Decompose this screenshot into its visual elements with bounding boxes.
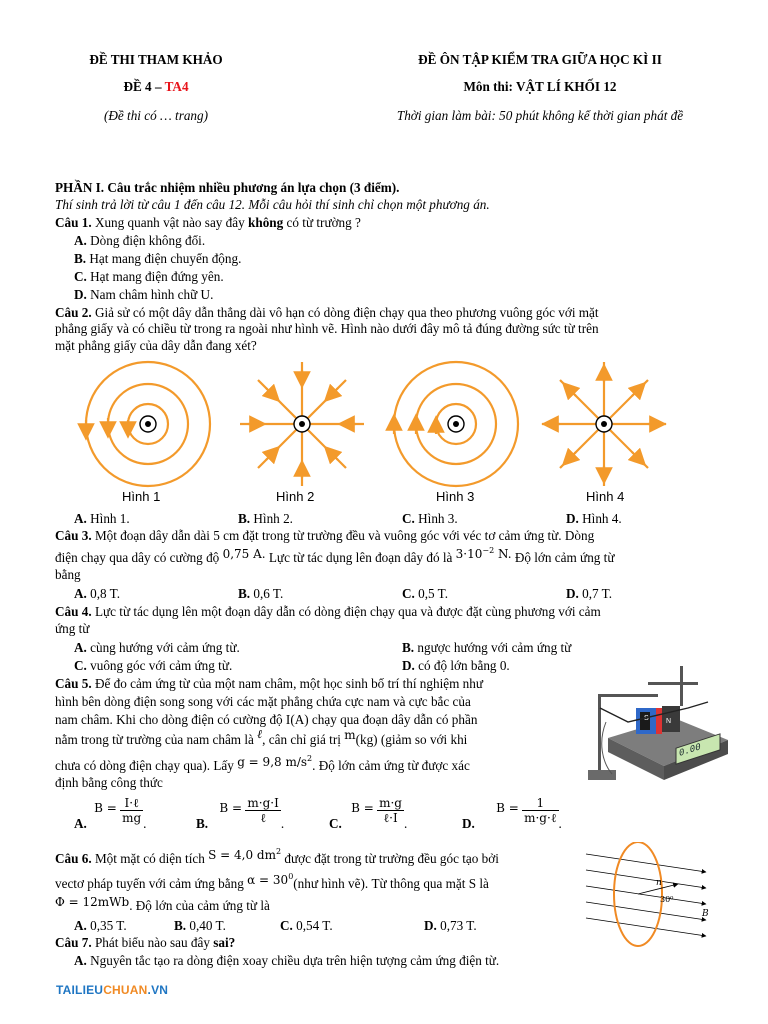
q5-option-key: A.	[74, 815, 87, 831]
q6-option-key: B.	[174, 918, 187, 933]
q6-label: Câu 6.	[55, 851, 92, 866]
q4-option-key: A.	[74, 640, 87, 655]
q3-option-key: C.	[402, 586, 415, 601]
q2-option-c[interactable]	[402, 511, 458, 527]
q5-option-a[interactable]	[74, 796, 147, 831]
q6-alpha-value: α = 30	[247, 873, 289, 887]
q3-option-text: 0,5 T.	[414, 586, 449, 601]
q5-gravity-value: g = 9,8 m/s	[237, 755, 308, 769]
q1-option-key: B.	[74, 251, 87, 266]
logo-part-2: CHUAN	[103, 983, 148, 997]
q3-text-2c: Độ lớn cảm ứng từ	[511, 550, 615, 565]
q7-option-text: Nguyên tắc tạo ra dòng điện xoay chiều dựa trên hiện tượng cảm ứng điện từ.	[86, 953, 500, 968]
q5-formula-tail: .	[280, 815, 285, 831]
q7-stem	[55, 935, 235, 951]
q3-text-1: Một đoạn dây dẫn dài 5 cm đặt trong từ trường đều và vuông góc với véc tơ cảm ứng từ. Dòng	[91, 528, 595, 543]
q4-option-b[interactable]	[402, 640, 571, 656]
exam-subject: Môn thi: VẬT LÍ KHỐI 12	[463, 79, 617, 94]
q4-line2: ứng từ	[55, 621, 90, 636]
q1-option-key: C.	[74, 269, 87, 284]
scale-display-text: 0.00	[679, 741, 701, 760]
q6-option-key: A.	[74, 918, 87, 933]
q5-gravity-exp: 2	[307, 754, 313, 763]
q3-option-key: A.	[74, 586, 87, 601]
fraction-denominator: mg	[122, 811, 142, 825]
figure-2-label: Hình 2	[276, 489, 315, 504]
q5-formula-lhs: B =	[219, 800, 243, 815]
q5-text-5b: . Độ lớn cảm ứng từ được xác	[312, 758, 470, 773]
q5-option-d[interactable]	[462, 796, 562, 831]
q3-label: Câu 3.	[55, 528, 92, 543]
svg-text:S: S	[644, 715, 649, 722]
q6-text-2a: vectơ pháp tuyến với cảm ứng bằng	[55, 876, 248, 891]
svg-text:N: N	[666, 718, 672, 725]
q5-formula-fraction	[245, 796, 280, 825]
fig-b-label: B	[702, 909, 709, 919]
q1-text-b: có từ trường ?	[283, 215, 361, 230]
q1-option-a[interactable]	[74, 233, 205, 249]
part1-title: PHẦN I. Câu trắc nhiệm nhiều phương án lựa chọn (3 điểm).	[55, 180, 400, 195]
q3-option-text: 0,8 T.	[86, 586, 121, 601]
figure-1	[86, 362, 210, 486]
q5-line1	[55, 676, 483, 692]
figure-4-label: Hình 4	[586, 489, 625, 504]
figure-3	[394, 362, 518, 486]
q6-text-1b: được đặt trong từ trường đều góc tạo bởi	[281, 851, 499, 866]
q4-option-d[interactable]	[402, 658, 510, 674]
q5-option-c[interactable]	[329, 796, 408, 831]
q1-option-text: Hạt mang điện đứng yên.	[86, 269, 224, 284]
site-logo	[56, 983, 168, 997]
q5-formula-fraction	[377, 796, 404, 825]
q5-option-key: C.	[329, 815, 342, 831]
q7-text-bold: sai?	[213, 935, 236, 950]
q4-option-text: vuông góc với cảm ứng từ.	[86, 658, 233, 673]
fraction-denominator: ℓ	[260, 811, 266, 825]
q1-label: Câu 1.	[55, 215, 92, 230]
q6-flux-figure	[582, 842, 716, 950]
q1-option-text: Hạt mang điện chuyển động.	[86, 251, 242, 266]
q5-formula-tail: .	[558, 815, 562, 831]
q4-option-c[interactable]	[74, 658, 232, 674]
q5-line5	[55, 754, 470, 774]
q5-option-key: B.	[196, 815, 209, 831]
q6-option-text: 0,73 T.	[436, 918, 477, 933]
q7-label: Câu 7.	[55, 935, 92, 950]
q6-flux: Φ = 12mWb	[55, 895, 130, 909]
q6-option-text: 0,40 T.	[186, 918, 226, 933]
q1-option-d[interactable]	[74, 287, 213, 303]
fraction-numerator: 1	[522, 796, 558, 811]
q2-option-text: Hình 4.	[578, 511, 622, 526]
header-right-title: ĐỀ ÔN TẬP KIỂM TRA GIỮA HỌC KÌ II	[418, 52, 662, 67]
exam-code-red: TA4	[164, 79, 189, 94]
q6-option-text: 0,54 T.	[292, 918, 333, 933]
q5-text-4a: nằm trong từ trường của nam châm là	[55, 732, 258, 747]
q2-option-text: Hình 3.	[414, 511, 458, 526]
q5-formula-fraction	[120, 796, 143, 825]
exam-code	[0, 79, 312, 95]
q4-label: Câu 4.	[55, 604, 92, 619]
q5-apparatus-figure	[578, 662, 738, 787]
fraction-numerator: m·g	[379, 796, 402, 810]
q1-option-c[interactable]	[74, 269, 224, 285]
q5-line3: nam châm. Khi cho dòng điện có cường độ I(A) chạy qua đoạn dây dẫn có phần	[55, 712, 478, 727]
q4-option-text: ngược hướng với cảm ứng từ	[414, 640, 572, 655]
q7-text-a: Phát biểu nào sau đây	[91, 935, 214, 950]
q1-text-a: Xung quanh vật nào say đây	[91, 215, 249, 230]
q2-option-key: B.	[238, 511, 251, 526]
fig-normal-label: n	[656, 878, 662, 888]
q5-formula-lhs: B =	[351, 800, 374, 815]
q2-text-1: Giả sử có một dây dẫn thẳng dài vô hạn có dòng điện chạy qua theo phương vuông góc với mặt	[91, 305, 599, 320]
q4-option-text: cùng hướng với cảm ứng từ.	[86, 640, 240, 655]
q1-option-text: Nam châm hình chữ U.	[86, 287, 214, 302]
q5-option-key: D.	[462, 815, 475, 831]
q2-line2: phẳng giấy và có chiều từ trong ra ngoài như hình vẽ. Hình nào dưới đây mô tả đúng đường sức từ trên	[55, 321, 599, 336]
q3-text-2b: Lực từ tác dụng lên đoạn dây đó là	[265, 550, 456, 565]
q4-option-text: có độ lớn bằng 0.	[414, 658, 510, 673]
q3-force	[456, 547, 512, 561]
q6-option-b[interactable]	[174, 918, 226, 934]
q3-option-key: D.	[566, 586, 579, 601]
q1-option-key: D.	[74, 287, 87, 302]
q5-option-b[interactable]	[196, 796, 285, 831]
q5-gravity	[237, 755, 312, 769]
q2-option-a[interactable]	[74, 511, 130, 527]
q6-text-2b: (như hình vẽ). Từ thông qua mặt S là	[293, 876, 489, 891]
exam-time: Thời gian làm bài: 50 phút không kể thời gian phát đề	[396, 108, 684, 123]
q5-formula-lhs: B =	[94, 800, 117, 815]
q3-line3: bằng	[55, 567, 81, 582]
logo-part-3: .VN	[147, 983, 169, 997]
q3-current: 0,75 A.	[222, 547, 266, 561]
q2-option-key: A.	[74, 511, 87, 526]
q6-option-c[interactable]	[280, 918, 333, 934]
q2-option-key: C.	[402, 511, 415, 526]
q3-force-base: 3·10	[455, 547, 483, 561]
q3-option-a[interactable]	[74, 586, 120, 602]
q6-line2	[55, 872, 489, 892]
q2-line3: mặt phẳng giấy của dây dẫn đang xét?	[55, 338, 257, 353]
header-left-title: ĐỀ THI THAM KHẢO	[89, 52, 223, 67]
q1-option-key: A.	[74, 233, 87, 248]
q2-option-text: Hình 1.	[86, 511, 130, 526]
fraction-numerator: I·ℓ	[120, 796, 143, 811]
exam-pages: (Đề thi có … trang)	[103, 108, 209, 123]
q5-text-4c: (kg) (giảm so với khi	[355, 732, 468, 747]
fig-angle-label: 30⁰	[660, 895, 674, 904]
q2-option-text: Hình 2.	[250, 511, 293, 526]
q5-formula-fraction	[522, 796, 558, 825]
logo-part-1: TAILIEU	[56, 983, 104, 997]
q1-stem	[55, 215, 361, 231]
q3-text-2a: điện chạy qua dây có cường độ	[55, 550, 223, 565]
q3-option-key: B.	[238, 586, 251, 601]
q6-line1	[55, 847, 499, 867]
q7-option-key: A.	[74, 953, 87, 968]
q3-force-exp: −2	[482, 546, 495, 555]
q6-option-key: D.	[424, 918, 437, 933]
q6-option-a[interactable]	[74, 918, 127, 934]
q7-option-a[interactable]	[74, 953, 499, 969]
q2-field-figures	[70, 358, 690, 508]
q6-area-value: S = 4,0 dm	[208, 848, 276, 862]
fraction-denominator: m·g·ℓ	[524, 811, 557, 825]
fraction-numerator: m·g·I	[247, 796, 279, 810]
q5-formula-lhs: B =	[496, 800, 519, 815]
q5-text-5a: chưa có dòng điện chạy qua). Lấy	[55, 758, 238, 773]
q3-line2	[55, 546, 615, 566]
q5-text-4b: , cân chỉ giá trị	[262, 732, 345, 747]
q5-line6: định bằng công thức	[55, 775, 163, 790]
q4-option-a[interactable]	[74, 640, 240, 656]
q4-option-key: C.	[74, 658, 87, 673]
q2-option-d[interactable]	[566, 511, 622, 527]
q3-option-text: 0,6 T.	[250, 586, 284, 601]
q3-option-d[interactable]	[566, 586, 612, 602]
q2-line1	[55, 305, 599, 321]
q3-option-c[interactable]	[402, 586, 448, 602]
q3-option-text: 0,7 T.	[578, 586, 613, 601]
q5-mass-symbol: m	[344, 728, 356, 742]
q5-text-1: Để đo cảm ứng từ của một nam châm, một học sinh bố trí thí nghiệm như	[91, 676, 483, 691]
q3-force-unit: N.	[494, 547, 512, 561]
q1-text-bold: không	[248, 215, 284, 230]
q6-alpha-exp: 0	[288, 872, 294, 881]
figure-1-label: Hình 1	[122, 489, 161, 504]
fraction-denominator: ℓ·I	[383, 811, 398, 825]
q6-text-3: . Độ lớn của cảm ứng từ là	[129, 898, 270, 913]
exam-code-prefix: ĐỀ 4 –	[123, 79, 165, 94]
figure-4	[542, 362, 666, 486]
q6-alpha	[247, 873, 293, 887]
q6-area-exp: 2	[275, 847, 282, 856]
figure-2	[240, 362, 364, 486]
q5-formula-tail: .	[143, 815, 147, 831]
q5-length-symbol: ℓ	[257, 727, 263, 741]
q1-option-text: Dòng điện không đổi.	[86, 233, 206, 248]
q3-option-b[interactable]	[238, 586, 283, 602]
q2-option-b[interactable]	[238, 511, 293, 527]
q5-line2: hình bên dòng điện song song với các mặt phẳng chứa cực nam và cực bắc của	[55, 694, 471, 709]
q4-option-key: B.	[402, 640, 415, 655]
q5-line4	[55, 727, 468, 748]
q6-option-text: 0,35 T.	[86, 918, 127, 933]
q6-text-1a: Một mặt có diện tích	[91, 851, 209, 866]
q3-line1	[55, 528, 594, 544]
q5-formula-tail: .	[403, 815, 408, 831]
q6-line3	[55, 895, 270, 914]
figure-3-label: Hình 3	[436, 489, 475, 504]
q4-text-1: Lực từ tác dụng lên một đoạn dây dẫn có dòng điện chạy qua và được đặt cùng phương với cảm	[91, 604, 601, 619]
q1-option-b[interactable]	[74, 251, 241, 267]
part1-instruction: Thí sinh trả lời từ câu 1 đến câu 12. Mỗi câu hỏi thí sinh chỉ chọn một phương án.	[55, 197, 490, 212]
q6-option-d[interactable]	[424, 918, 477, 934]
q4-line1	[55, 604, 601, 620]
q6-option-key: C.	[280, 918, 293, 933]
q6-area	[208, 848, 281, 862]
q5-label: Câu 5.	[55, 676, 92, 691]
q2-option-key: D.	[566, 511, 579, 526]
q4-option-key: D.	[402, 658, 415, 673]
q2-label: Câu 2.	[55, 305, 92, 320]
